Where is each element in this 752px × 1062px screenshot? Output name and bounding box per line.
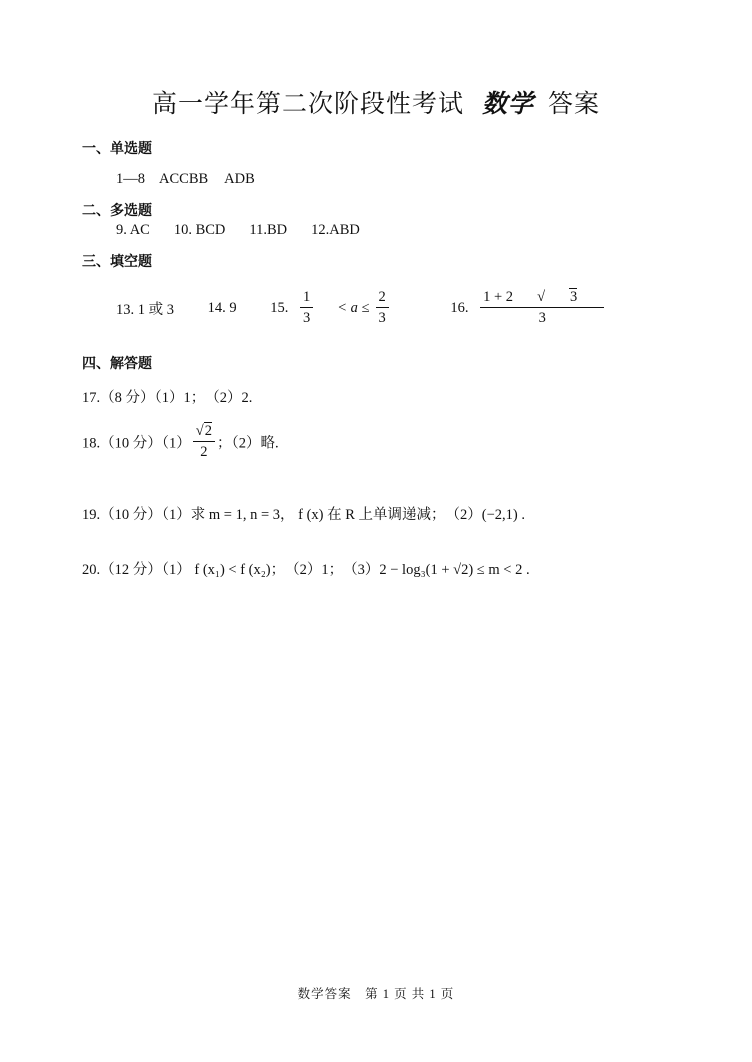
fraction-numerator: 1 (300, 290, 313, 308)
fraction-16 (480, 290, 628, 326)
multi-choice-answers (116, 222, 384, 239)
single-range: 1—8 (116, 171, 145, 187)
fraction-numerator (193, 424, 215, 442)
fill-blank-answers (116, 290, 652, 326)
page-footer: 数学答案 第 1 页 共 1 页 (297, 987, 455, 1001)
title-tail: 答案 (548, 89, 601, 118)
fraction-numerator (480, 290, 604, 308)
fill-inequality-15: < a ≤ (337, 299, 370, 316)
fraction-18 (193, 424, 215, 460)
title-subject: 数学 (481, 89, 534, 118)
fraction-denominator: 3 (303, 310, 311, 327)
fill-label-15: 15. (270, 299, 289, 316)
fraction-denominator: 2 (200, 444, 208, 461)
single-answers-1: ACCBB (159, 171, 209, 187)
solution-17: 17.（8 分）（1）1； （2）2. (82, 390, 253, 406)
section-heading-fill: 三、填空题 (82, 254, 152, 270)
multi-answer-12: 12.ABD (311, 222, 360, 238)
multi-answer-9: 9. AC (116, 222, 150, 238)
fill-answer-14: 14. 9 (207, 299, 237, 316)
solution-20: 20.（12 分）（1） f (x₁) < f (x₂)； （2）1； （3）2 − log₃(1 + √2) ≤ m < 2 . (82, 562, 530, 578)
fraction-15-left (300, 290, 337, 326)
fraction-15-right (376, 290, 413, 326)
fill-label-16: 16. (450, 299, 469, 316)
section-heading-solve: 四、解答题 (82, 356, 152, 372)
title-main: 高一学年第二次阶段性考试 (151, 89, 464, 118)
section-heading-multi: 二、多选题 (82, 203, 152, 219)
solution-18-prefix: 18.（10 分）（1） (82, 435, 191, 452)
multi-answer-11: 11.BD (249, 222, 288, 238)
single-answers-2: ADB (224, 171, 255, 187)
single-choice-answers (116, 171, 279, 188)
solution-18-suffix: ；（2）略. (216, 435, 279, 452)
page-title (0, 84, 752, 120)
fraction-denominator: 3 (378, 310, 386, 327)
numerator-text: 1 + 2 (483, 289, 514, 305)
section-heading-single: 一、单选题 (82, 141, 152, 157)
radicand: 3 (570, 289, 578, 305)
solution-19: 19.（10 分）（1）求 m = 1, n = 3， f (x) 在 R 上单调递减； （2）(−2,1) . (82, 507, 525, 523)
solution-18 (82, 424, 279, 460)
fill-answer-13: 13. 1 或 3 (116, 301, 174, 318)
sqrt-sign: √ (537, 289, 546, 305)
fraction-denominator: 3 (538, 310, 546, 327)
fraction-numerator: 2 (376, 290, 389, 308)
sqrt-sign: √ (195, 423, 204, 439)
radicand: 2 (204, 423, 212, 439)
multi-answer-10: 10. BCD (173, 222, 226, 238)
